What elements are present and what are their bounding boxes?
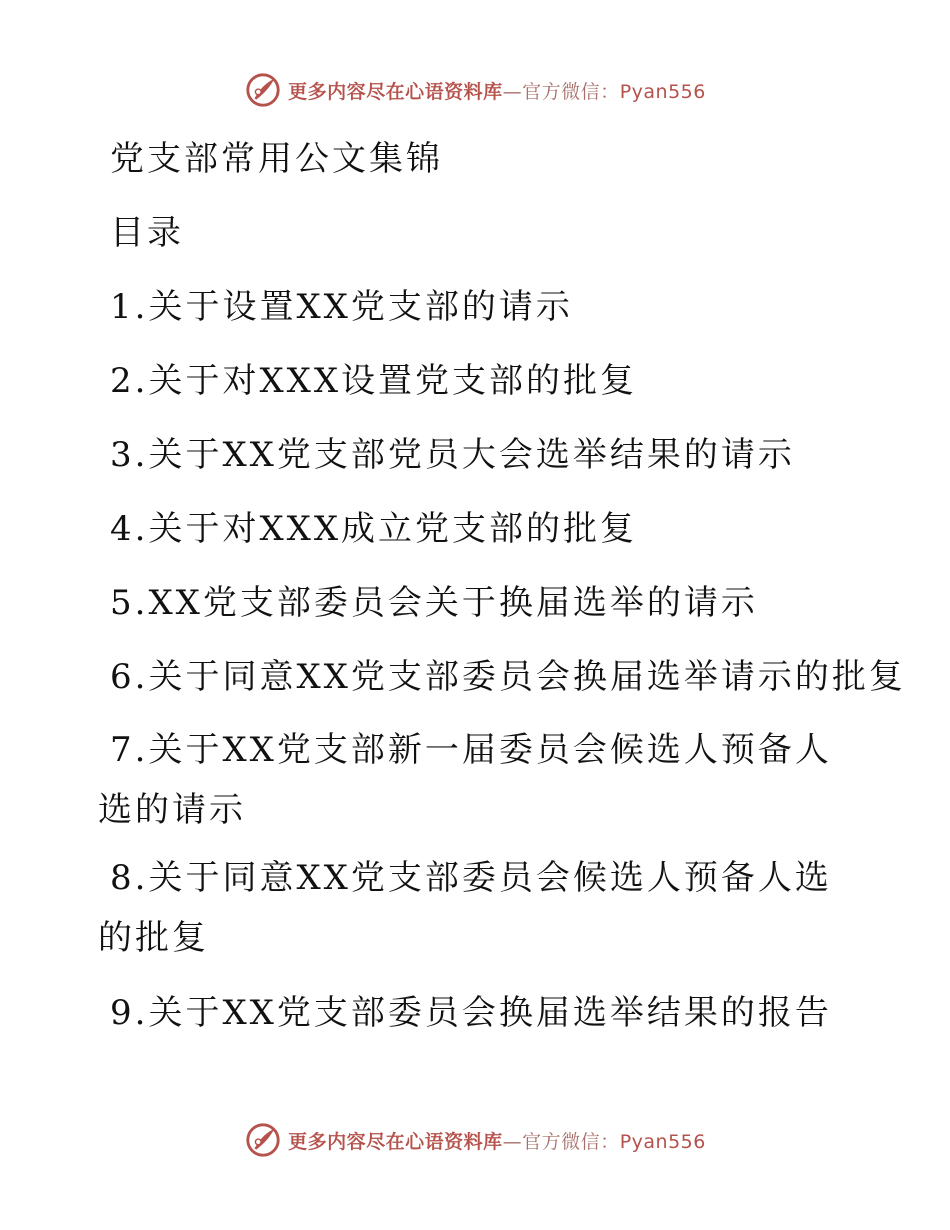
toc-item-7: 7.关于XX党支部新一届委员会候选人预备人选的请示 [98,730,832,830]
toc-item-8: 8.关于同意XX党支部委员会候选人预备人选的批复 [98,858,832,958]
quill-circle-icon [244,1121,282,1159]
toc-item-5: 5.XX党支部委员会关于换届选举的请示 [110,583,758,623]
toc-item-6: 6.关于同意XX党支部委员会换届选举请示的批复 [110,657,906,697]
document-title: 党支部常用公文集锦 [110,139,443,179]
watermark-main-text: 更多内容尽在心语资料库 [288,1130,503,1153]
watermark-main-text: 更多内容尽在心语资料库 [288,80,503,103]
watermark-sub-text: 官方微信： [522,80,620,103]
watermark-dash: — [502,80,523,103]
watermark-dash: — [502,1130,523,1153]
quill-circle-icon [244,71,282,109]
watermark-wechat-id: Pyan556 [619,80,706,103]
watermark-sub-text: 官方微信： [522,1130,620,1153]
toc-item-2: 2.关于对XXX设置党支部的批复 [110,361,638,401]
watermark-wechat-id: Pyan556 [619,1130,706,1153]
toc-heading: 目录 [110,213,184,253]
toc-item-3: 3.关于XX党支部党员大会选举结果的请示 [110,435,795,475]
watermark-header [0,68,950,112]
toc-item-4: 4.关于对XXX成立党支部的批复 [110,509,638,549]
toc-item-1: 1.关于设置XX党支部的请示 [110,287,573,327]
watermark-footer [0,1118,950,1162]
toc-item-9: 9.关于XX党支部委员会换届选举结果的报告 [110,993,832,1033]
document-body [98,122,906,1050]
